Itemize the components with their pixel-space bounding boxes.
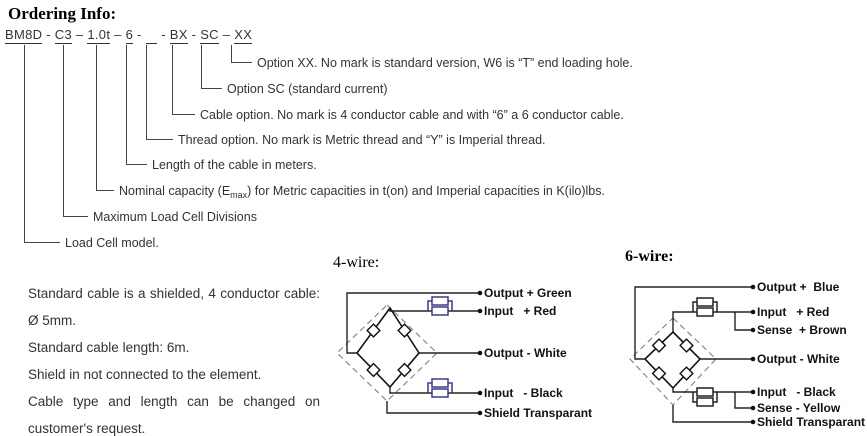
callout-elbow-sc [201,88,222,89]
part-separator: – [218,27,235,42]
wire-label-output-plus: Output + Blue [757,280,840,294]
part-number [5,27,252,42]
wheatstone-bridge-icon [645,332,700,388]
wheatstone-bridge-icon [357,308,419,387]
diagram-4wire-svg [330,246,615,436]
terminal-dot-icon [751,285,756,290]
wires-4 [347,293,480,413]
capacity-subscript: max [230,190,248,200]
callout-line-sc [201,45,202,88]
callout-elbow-xx [231,62,252,63]
part-separator: – [110,27,126,42]
wire-label-output-plus: Output + Green [484,286,572,300]
wire-label-shield: Shield Transparant [484,406,593,420]
part-separator: – [72,27,88,42]
capacity-text-pre: Nominal capacity (E [119,184,231,198]
note-line: Standard cable is a shielded, 4 conductor cable: Ø 5mm. [28,286,320,328]
compensation-resistor-icon [693,298,717,316]
cable-notes [28,280,320,436]
wire-label-shield: Shield Transparant [757,415,866,429]
note-line: Shield in not connected to the element. [28,367,262,382]
capacity-text-post: ) for Metric capacities in t(on) and Imperial capacities in K(ilo)lbs. [247,184,605,198]
callout-cable-length: Length of the cable in meters. [152,158,317,172]
diagram-6wire-title: 6-wire: [625,248,674,265]
callout-elbow-divisions [63,216,88,217]
wire-shield [387,401,480,413]
diagram-6wire [618,242,867,436]
wire-label-output-minus: Output - White [757,352,840,366]
diagram-4wire-title: 4-wire: [333,254,380,271]
callout-option-sc: Option SC (standard current) [227,82,388,96]
terminal-dots [478,291,483,416]
terminal-dot-icon [751,328,756,333]
terminal-dot-icon [478,309,483,314]
wire-sense-minus [735,392,753,408]
callout-line-model [24,45,25,242]
callout-line-length [126,45,127,164]
callout-elbow-model [24,242,60,243]
callout-line-capacity [96,45,97,190]
callout-elbow-bx [172,114,195,115]
wire-label-input-minus: Input - Black [484,386,563,400]
part-segment-option-xx: XX [234,27,253,42]
wire-label-input-minus: Input - Black [757,385,836,399]
terminal-dot-icon [478,351,483,356]
compensation-resistor-icon [428,379,452,397]
callout-elbow-length [126,164,147,165]
part-segment-option-sc: SC [200,27,219,42]
wire-label-output-minus: Output - White [484,346,567,360]
callout-elbow-capacity [96,190,114,191]
strain-gauges [653,339,693,380]
terminal-dot-icon [751,357,756,362]
page-title: Ordering Info: [8,4,117,23]
part-segment-capacity: 1.0t [87,27,111,42]
callout-line-xx [231,45,232,62]
strain-gauges [367,324,411,376]
part-separator: - [133,27,146,42]
terminal-dots [751,285,756,425]
note-line: Standard cable length: 6m. [28,340,190,355]
part-segment-cable-option: BX [169,27,188,42]
wire-sense-plus [735,312,753,330]
callout-option-xx: Option XX. No mark is standard version, W6 is “T” end loading hole. [257,56,633,70]
diagram-4wire [330,246,615,436]
compensation-resistor-icon [428,297,452,315]
terminal-dot-icon [478,391,483,396]
terminal-dot-icon [478,291,483,296]
callout-nominal-capacity [119,183,605,203]
callout-elbow-thread [146,139,173,140]
callout-cable-option: Cable option. No mark is 4 conductor cable and with “6” a 6 conductor cable. [200,108,624,122]
strain-gauge-icon [367,324,380,337]
callout-line-thread [146,45,147,139]
terminal-dot-icon [751,310,756,315]
part-segment-cable-length: 6 [125,27,134,42]
part-segment-divisions: C3 [54,27,72,42]
terminal-dot-icon [751,406,756,411]
callout-load-cell-model: Load Cell model. [65,236,159,250]
compensation-resistor-icon [693,388,717,406]
wire-label-sense-minus: Sense - Yellow [757,401,841,415]
callout-thread-option: Thread option. No mark is Metric thread and “Y” is Imperial thread. [178,133,546,147]
terminal-dot-icon [751,420,756,425]
terminal-dot-icon [478,411,483,416]
part-segment-model: BM8D [5,27,43,42]
wire-label-input-plus: Input + Red [757,305,830,319]
part-segment-thread-blank [146,27,158,44]
note-line: Cable type and length can be changed on customer's request. [28,394,320,436]
callout-max-divisions: Maximum Load Cell Divisions [93,210,257,224]
part-separator: - [157,27,170,42]
part-separator: - [42,27,55,42]
wire-label-input-plus: Input + Red [484,304,557,318]
callout-line-divisions [63,45,64,216]
part-separator: - [187,27,201,42]
terminal-dot-icon [751,390,756,395]
wire-label-sense-plus: Sense + Brown [757,323,847,337]
callout-line-bx [172,45,173,114]
diagram-6wire-svg [618,242,867,436]
